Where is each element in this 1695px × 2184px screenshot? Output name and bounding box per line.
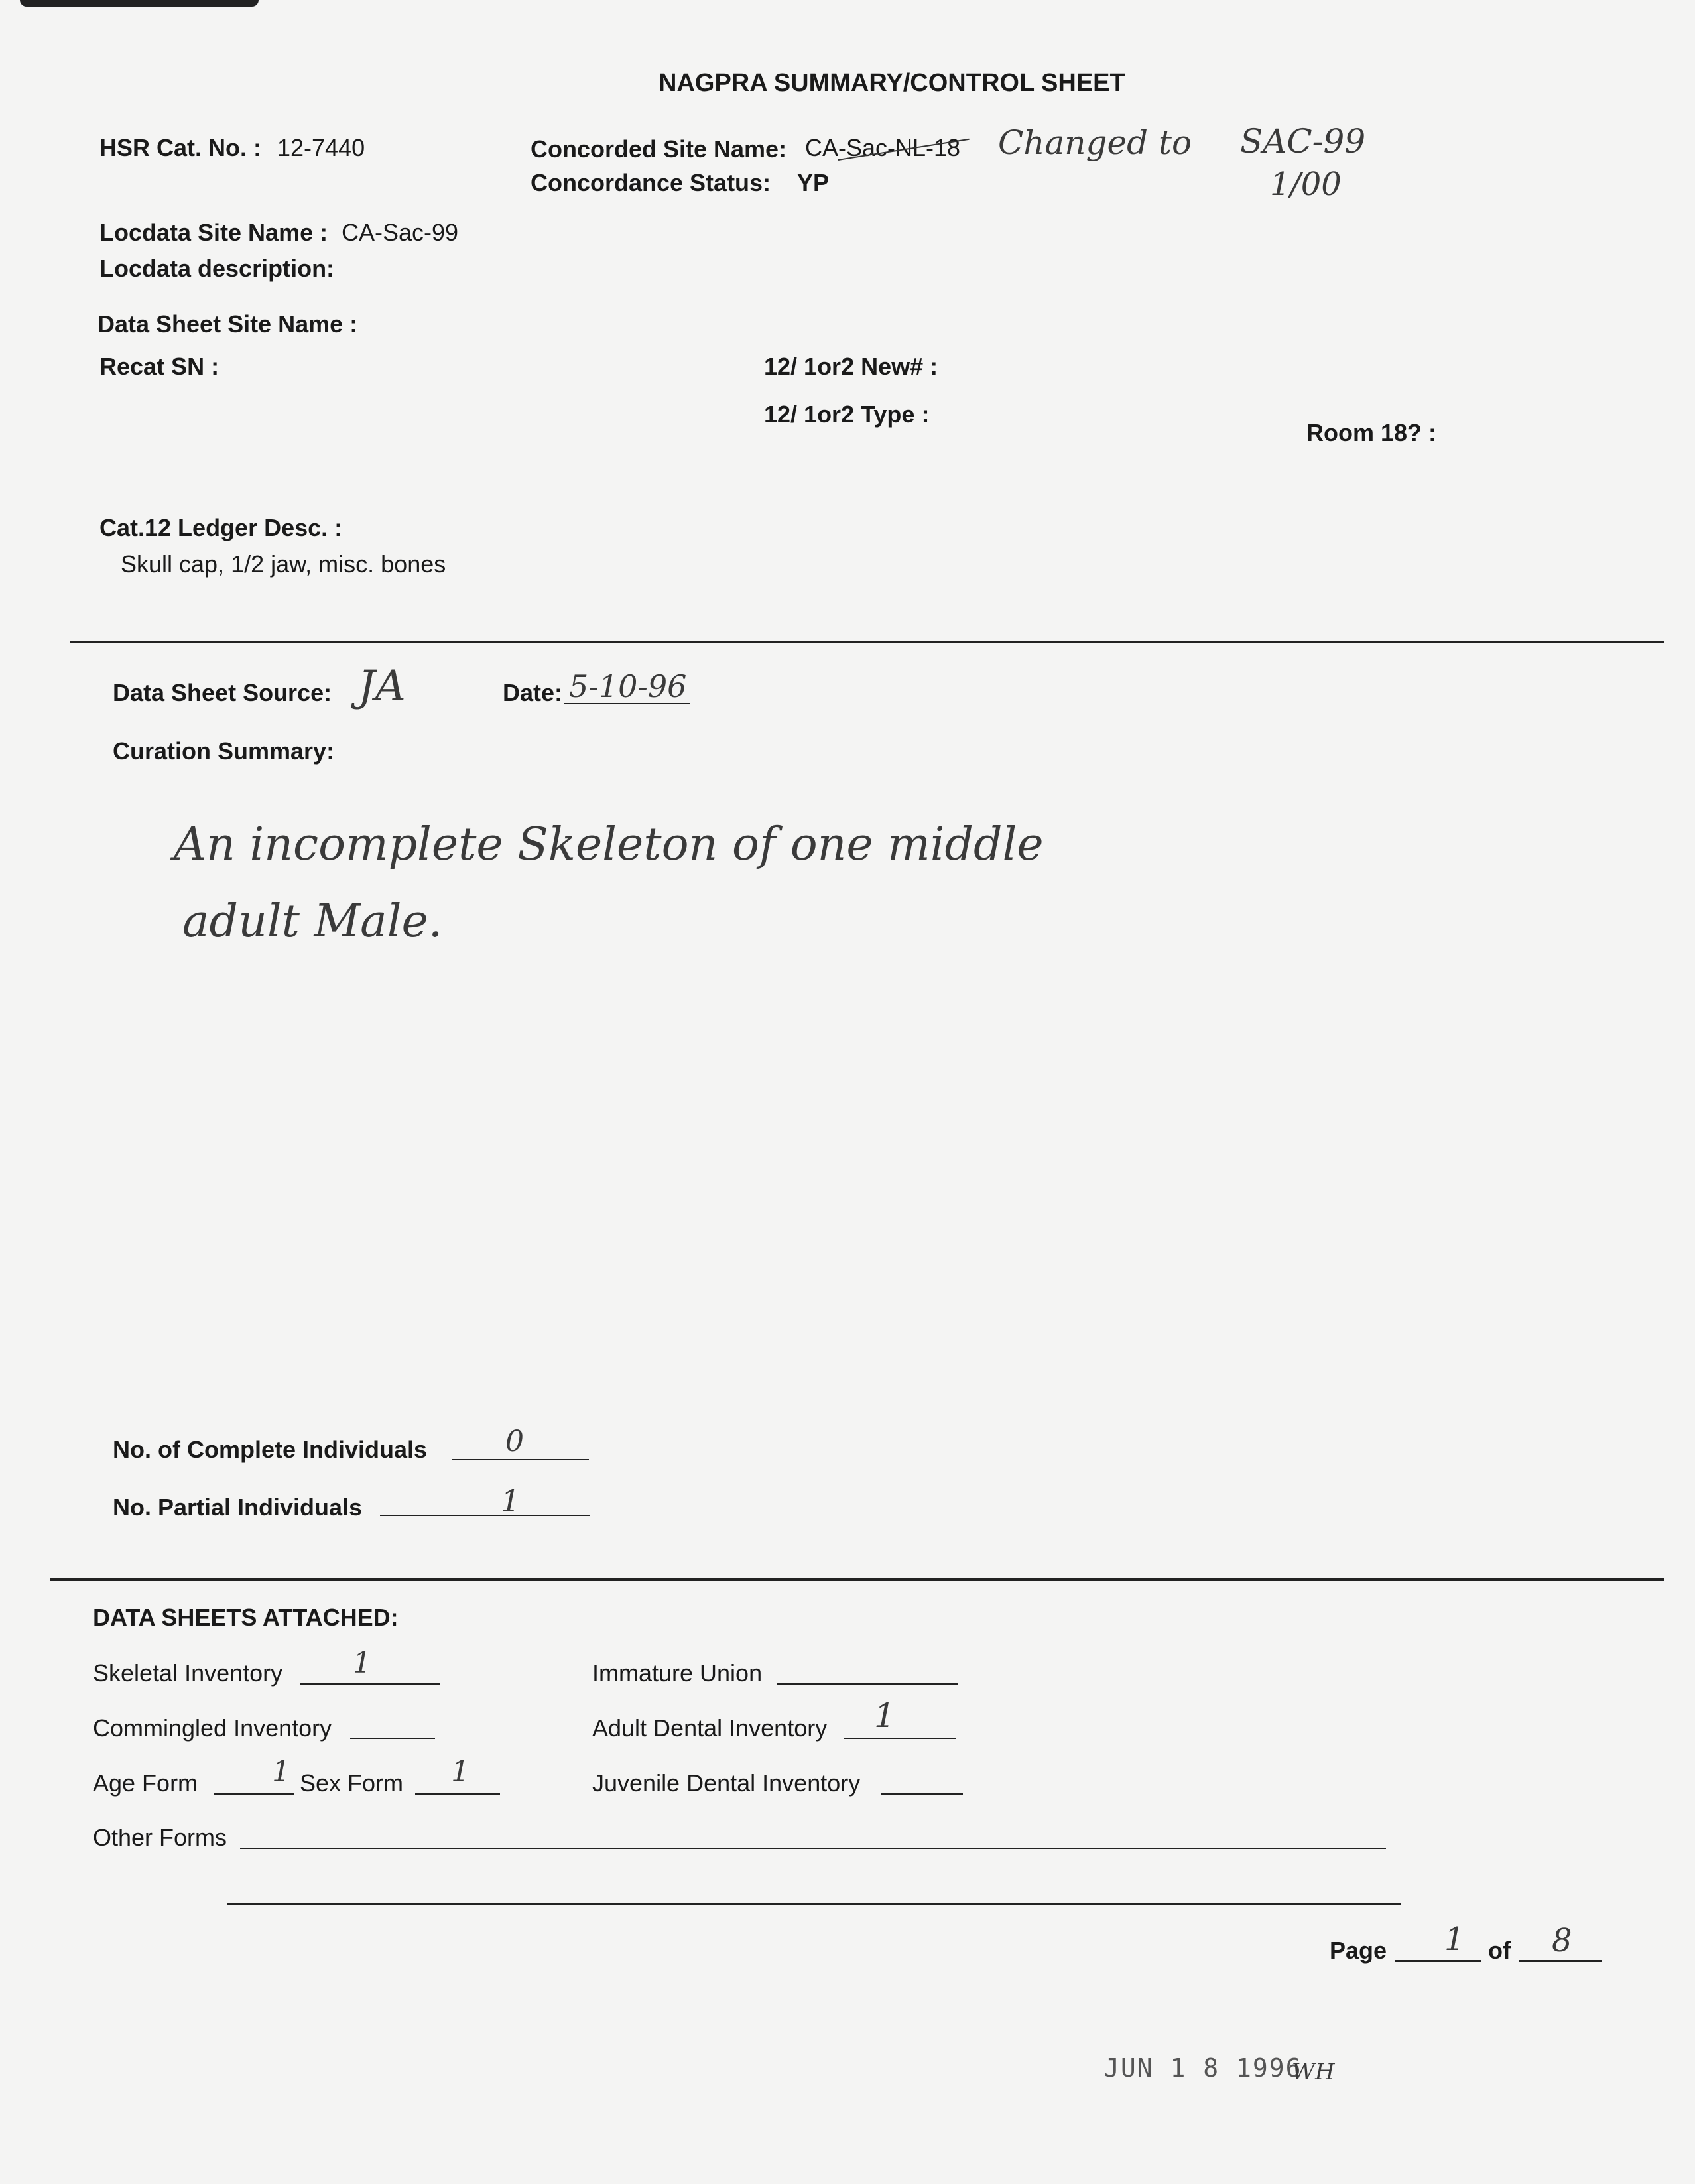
adult-dental-inventory-label: Adult Dental Inventory bbox=[592, 1714, 828, 1742]
complete-individuals-underline bbox=[452, 1459, 589, 1460]
commingled-inventory-label: Commingled Inventory bbox=[93, 1714, 332, 1742]
locdata-description-label: Locdata description: bbox=[99, 255, 335, 282]
partial-individuals-label: No. Partial Individuals bbox=[113, 1494, 363, 1521]
locdata-site-label: Locdata Site Name : bbox=[99, 219, 328, 246]
curation-summary-label: Curation Summary: bbox=[113, 738, 335, 765]
concorded-new-site: SAC-99 bbox=[1240, 122, 1366, 161]
other-forms-underline-2 bbox=[227, 1903, 1401, 1905]
page-label: Page bbox=[1330, 1937, 1387, 1964]
juvenile-dental-inventory-label: Juvenile Dental Inventory bbox=[592, 1769, 861, 1797]
form-title: NAGPRA SUMMARY/CONTROL SHEET bbox=[659, 69, 1125, 97]
adult-dental-inventory-value: 1 bbox=[874, 1697, 895, 1735]
immature-union-label: Immature Union bbox=[592, 1659, 763, 1687]
page-number-underline bbox=[1395, 1960, 1481, 1962]
section-divider-top bbox=[70, 641, 1664, 643]
stamp-initials: WH bbox=[1292, 2059, 1335, 2085]
locdata-site-value: CA-Sac-99 bbox=[342, 219, 459, 246]
concorded-site-label: Concorded Site Name: bbox=[531, 135, 787, 162]
concordance-status-label: Concordance Status: bbox=[531, 169, 771, 196]
age-form-underline bbox=[214, 1793, 294, 1795]
section-divider-bottom bbox=[50, 1578, 1664, 1581]
sex-form-label: Sex Form bbox=[300, 1769, 404, 1797]
of-label: of bbox=[1488, 1937, 1511, 1964]
ledger-desc-value: Skull cap, 1/2 jaw, misc. bones bbox=[121, 550, 446, 578]
juvenile-dental-inventory-underline bbox=[881, 1793, 963, 1795]
skeletal-inventory-value: 1 bbox=[353, 1646, 371, 1680]
room-18-label: Room 18? : bbox=[1306, 419, 1437, 446]
skeletal-inventory-label: Skeletal Inventory bbox=[93, 1659, 283, 1687]
received-date-stamp: JUN 1 8 1996 bbox=[1104, 2053, 1302, 2083]
curation-summary-line-1: An incomplete Skeleton of one middle bbox=[174, 818, 1044, 871]
recat-sn-label: Recat SN : bbox=[99, 353, 220, 380]
scan-edge-mark bbox=[20, 0, 259, 7]
ledger-desc-label: Cat.12 Ledger Desc. : bbox=[99, 514, 343, 541]
date-underline bbox=[564, 703, 690, 704]
concorded-site-value: CA-Sac-NL-18 bbox=[805, 134, 961, 161]
other-forms-underline-1 bbox=[240, 1848, 1386, 1849]
immature-union-underline bbox=[777, 1683, 958, 1685]
data-sheet-source-label: Data Sheet Source: bbox=[113, 679, 332, 706]
date-label: Date: bbox=[503, 679, 563, 706]
page-total-value: 8 bbox=[1552, 1922, 1572, 1959]
sex-form-value: 1 bbox=[451, 1755, 470, 1789]
concorded-change-date: 1/00 bbox=[1270, 166, 1342, 203]
curation-summary-line-2: adult Male. bbox=[182, 895, 443, 948]
complete-individuals-value: 0 bbox=[505, 1425, 524, 1458]
page-total-underline bbox=[1519, 1960, 1602, 1962]
partial-individuals-underline bbox=[380, 1515, 590, 1516]
type-label: 12/ 1or2 Type : bbox=[764, 401, 930, 428]
new-number-label: 12/ 1or2 New# : bbox=[764, 353, 938, 380]
page-number-value: 1 bbox=[1444, 1921, 1465, 1958]
age-form-value: 1 bbox=[272, 1755, 290, 1789]
partial-individuals-value: 1 bbox=[501, 1483, 521, 1519]
data-sheet-site-label: Data Sheet Site Name : bbox=[97, 310, 358, 338]
date-value: 5-10-96 bbox=[569, 669, 687, 704]
hsr-cat-value: 12-7440 bbox=[277, 134, 365, 161]
skeletal-inventory-underline bbox=[300, 1683, 440, 1685]
age-form-label: Age Form bbox=[93, 1769, 198, 1797]
hsr-cat-label: HSR Cat. No. : bbox=[99, 134, 262, 161]
commingled-inventory-underline bbox=[350, 1738, 435, 1739]
adult-dental-inventory-underline bbox=[844, 1738, 956, 1739]
concorded-changed-note: Changed to bbox=[998, 123, 1192, 162]
data-sheet-source-value: JA bbox=[358, 662, 406, 711]
concordance-status-value: YP bbox=[797, 169, 830, 196]
sex-form-underline bbox=[415, 1793, 500, 1795]
data-sheets-attached-heading: DATA SHEETS ATTACHED: bbox=[93, 1604, 399, 1631]
other-forms-label: Other Forms bbox=[93, 1824, 227, 1851]
complete-individuals-label: No. of Complete Individuals bbox=[113, 1436, 428, 1463]
